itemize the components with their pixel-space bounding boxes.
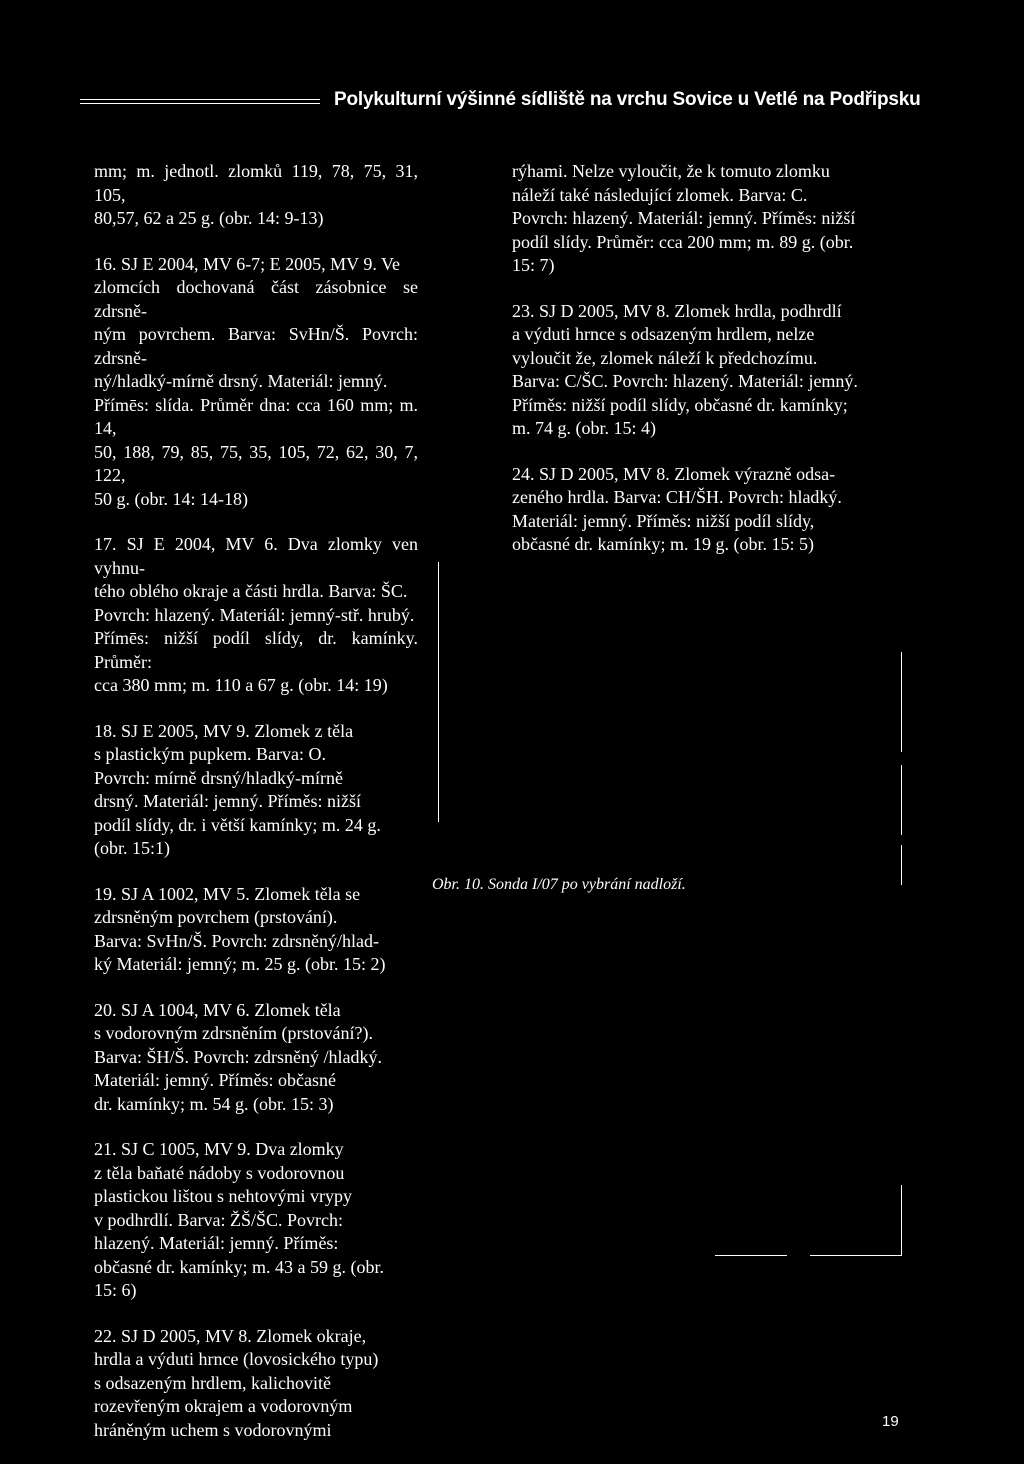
catalog-entry: 16. SJ E 2004, MV 6-7; E 2005, MV 9. Ve zlomcích dochovaná část zásobnice se zdrsně- ným povrchem. Barva: SvHn/Š. Povrch: zdrsně- ný/hladký-mírně drsný. Materiál: jemný. Přímēs: slída. Průměr dna: cca 160 mm; m. 14, 50, 188, 79, 85, 75, 35, 105, 72, 62, 30, 7, 122, 50 g. (obr. 14: 14-18) [94, 253, 418, 509]
catalog-entry: rýhami. Nelze vyloučit, že k tomuto zlomku náleží také následující zlomek. Barva: C. Povrch: hlazený. Materiál: jemný. Příměs: nižší podíl slídy. Průměr: cca 200 mm; m. 89 g. (obr. 15: 7) [512, 161, 856, 275]
catalog-entry: 22. SJ D 2005, MV 8. Zlomek okraje, hrdla a výduti hrnce (lovosického typu) s odsazeným hrdlem, kalichovitě rozevřeným okrajem a vodorovným hráněným uchem s vodorovnými [94, 1325, 379, 1440]
catalog-entry: mm; m. jednotl. zlomků 119, 78, 75, 31, 105, 80,57, 62 a 25 g. (obr. 14: 9-13) [94, 161, 418, 228]
figure-edge-line [901, 1185, 902, 1255]
page-number: 19 [882, 1413, 899, 1430]
figure-edge-line [810, 1255, 902, 1256]
catalog-entry: 23. SJ D 2005, MV 8. Zlomek hrdla, podhrdlí a výduti hrnce s odsazeným hrdlem, nelze vyloučit že, zlomek náleží k předchozímu. Barva: C/ŠC. Povrch: hlazený. Materiál: jemný. Příměs: nižší podíl slídy, občasné dr. kamínky; m. 74 g. (obr. 15: 4) [512, 300, 858, 438]
figure-caption: Obr. 10. Sonda I/07 po vybrání nadloží. [432, 876, 686, 893]
header-rule [80, 99, 320, 104]
catalog-entry: 18. SJ E 2005, MV 9. Zlomek z těla s plastickým pupkem. Barva: O. Povrch: mírně drsný/hladký-mírně drsný. Materiál: jemný. Příměs: nižší podíl slídy, dr. i větší kamínky; m. 24 g. (obr. 15:1) [94, 720, 381, 858]
catalog-entry: 20. SJ A 1004, MV 6. Zlomek těla s vodorovným zdrsněním (prstování?). Barva: ŠH/Š. Povrch: zdrsněný /hladký. Materiál: jemný. Příměs: občasné dr. kamínky; m. 54 g. (obr. 15: 3) [94, 999, 382, 1114]
figure-edge-line [715, 1255, 787, 1256]
left-column [94, 160, 418, 1464]
figure-edge-line [901, 765, 902, 835]
figure-edge-line [901, 652, 902, 752]
running-header: Polykulturní výšinné sídliště na vrchu Sovice u Vetlé na Podřipsku [334, 89, 921, 110]
figure-edge-line [901, 845, 902, 885]
catalog-entry: 17. SJ E 2004, MV 6. Dva zlomky ven vyhnu- tého oblého okraje a části hrdla. Barva: ŠC. Povrch: hlazený. Materiál: jemný-stř. hrubý. Přímēs: nižší podíl slídy, dr. kamínky. Průměr: cca 380 mm; m. 110 a 67 g. (obr. 14: 19) [94, 534, 418, 695]
figure-edge-line [438, 562, 439, 822]
catalog-entry: 19. SJ A 1002, MV 5. Zlomek těla se zdrsněným povrchem (prstování). Barva: SvHn/Š. Povrch: zdrsněný/hlad- ký Materiál: jemný; m. 25 g. (obr. 15: 2) [94, 883, 386, 974]
right-column [512, 160, 900, 579]
catalog-entry: 24. SJ D 2005, MV 8. Zlomek výrazně odsa- zeného hrdla. Barva: CH/ŠH. Povrch: hladký. Materiál: jemný. Příměs: nižší podíl slídy, občasné dr. kamínky; m. 19 g. (obr. 15: 5) [512, 463, 842, 554]
catalog-entry: 21. SJ C 1005, MV 9. Dva zlomky z těla baňaté nádoby s vodorovnou plastickou lištou s nehtovými vrypy v podhrdlí. Barva: ŽŠ/ŠC. Povrch: hlazený. Materiál: jemný. Příměs: občasné dr. kamínky; m. 43 a 59 g. (obr. 15: 6) [94, 1139, 384, 1300]
